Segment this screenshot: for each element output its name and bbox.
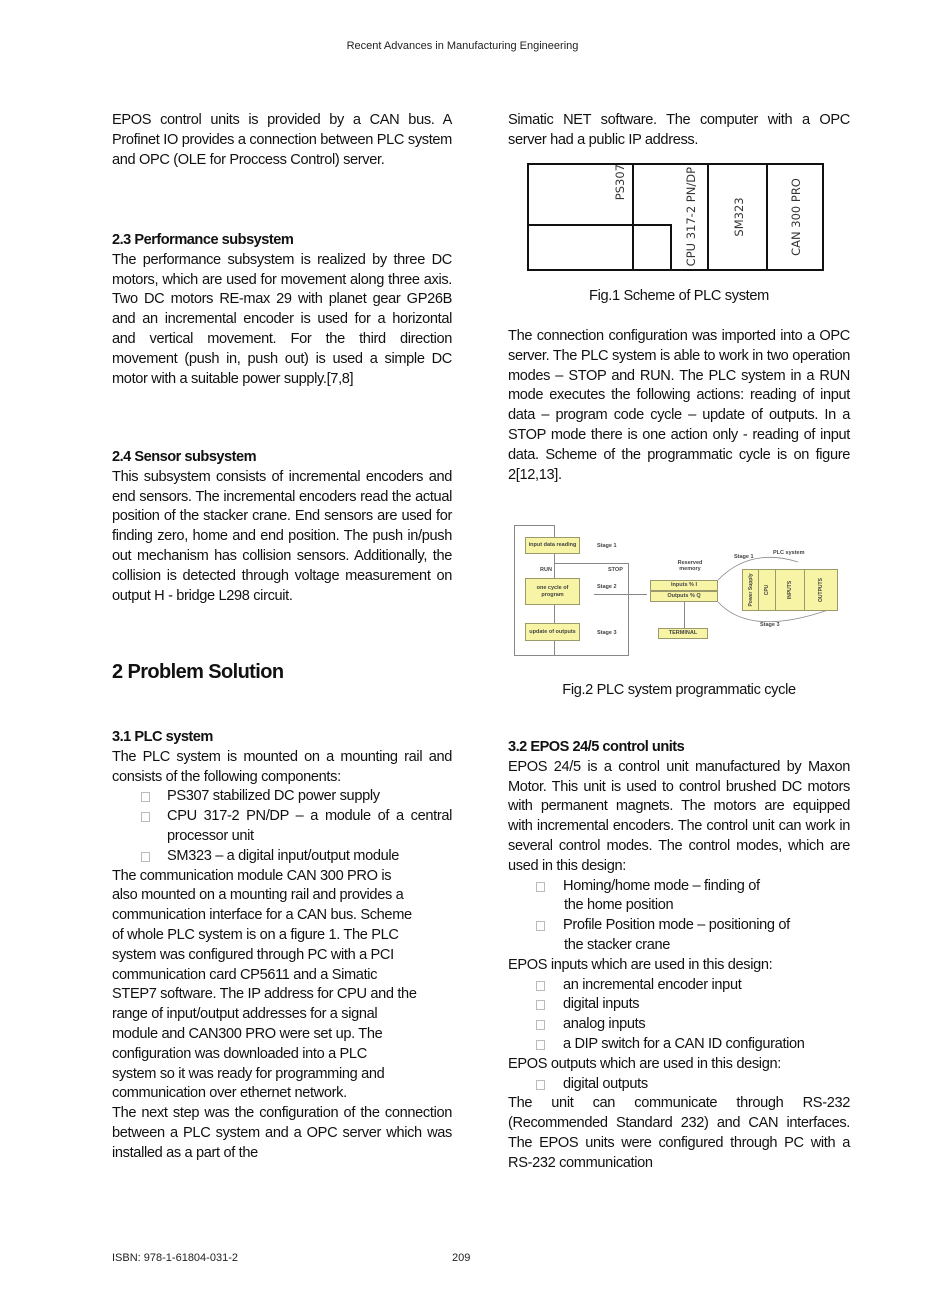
connection-paragraph-block [508, 327, 850, 485]
module-label-cpu: CPU 317-2 PN/DP [684, 167, 698, 267]
label-reserved-memory: Reserved memory [677, 560, 703, 572]
divider [758, 570, 759, 610]
label-run: RUN [540, 567, 552, 573]
divider [529, 224, 672, 226]
bullet-box-icon [141, 812, 150, 822]
box-inputs-memory: Inputs % I [650, 580, 718, 591]
intro-paragraph: EPOS control units is provided by a CAN bus. A Profinet IO provides a connection between PLC system and OPC (OLE for Proccess Control) server. [112, 112, 452, 168]
box-program-cycle: one cycle of program [525, 578, 580, 605]
outputs-intro: EPOS outputs which are used in this design: [508, 1055, 781, 1072]
section-heading-2: 2 Problem Solution [112, 661, 284, 683]
section-2-4 [112, 448, 452, 606]
figure-2-programmatic-cycle [510, 522, 850, 662]
text-line: also mounted on a mounting rail and provides a [112, 887, 404, 904]
text-line: STEP7 software. The IP address for CPU and the [112, 986, 417, 1003]
label-arc-stage-3: Stage 3 [760, 622, 780, 628]
label-stage-3: Stage 3 [597, 630, 617, 636]
list-item: SM323 – a digital input/output module [112, 847, 452, 867]
divider [766, 165, 768, 269]
divider [804, 570, 805, 610]
text-line: system so it was ready for programming and [112, 1065, 385, 1082]
continuation-paragraph-block [508, 111, 850, 151]
plc-module-outputs: OUTPUTS [818, 578, 824, 602]
text-line: communication card CP5611 and a Simatic [112, 966, 378, 983]
inputs-intro: EPOS inputs which are used in this design: [508, 956, 773, 973]
section-heading-3-2: 3.2 EPOS 24/5 control units [508, 739, 685, 755]
section-3-2 [508, 738, 850, 1174]
page-number: 209 [452, 1252, 471, 1264]
box-input-reading: input data reading [525, 537, 580, 554]
list-item: analog inputs [508, 1015, 850, 1035]
section-heading-2-3: 2.3 Performance subsystem [112, 232, 294, 248]
module-label-ps307: PS307 [613, 164, 627, 201]
box-outputs-memory: Outputs % Q [650, 591, 718, 602]
text-line: communication over ethernet network. [112, 1085, 347, 1102]
label-plc-system: PLC system [773, 550, 805, 556]
connection-paragraph: The connection configuration was imported into a OPC server. The PLC system is able to work in two operation modes – STOP and RUN. The PLC system in a RUN mode executes the following actions: reading of input data – program code cycle – update of outputs. In a STOP mode there is one action only - reading of input data. Scheme of the programmatic cycle is on figure 2[12,13]. [508, 328, 850, 483]
module-label-can300: CAN 300 PRO [789, 178, 803, 256]
bullet-box-icon [536, 921, 545, 931]
running-header: Recent Advances in Manufacturing Engineering [346, 40, 579, 52]
text-line: system was configured through PC with a PCI [112, 946, 394, 963]
divider [707, 165, 709, 269]
label-arc-stage-1: Stage 1 [734, 554, 754, 560]
label-stop: STOP [608, 567, 623, 573]
section-3-1-body [112, 867, 452, 1105]
module-label-sm323: SM323 [732, 197, 746, 237]
box-terminal: TERMINAL [658, 628, 708, 639]
list-item: CPU 317-2 PN/DP – a module of a central processor unit [112, 807, 452, 847]
list-item: Profile Position mode – positioning of [508, 916, 850, 936]
bullet-box-icon [536, 1040, 545, 1050]
plc-module-power-supply: Power Supply [748, 573, 754, 607]
text-line: module and CAN300 PRO were set up. The [112, 1025, 383, 1042]
text-line: configuration was downloaded into a PLC [112, 1045, 367, 1062]
bullet-box-icon [536, 1080, 545, 1090]
bullet-box-icon [536, 1020, 545, 1030]
list-item-continuation: the stacker crane [564, 936, 670, 953]
text-line: communication interface for a CAN bus. Scheme [112, 907, 412, 924]
list-item-continuation: the home position [564, 897, 674, 914]
next-step-paragraph: The next step was the configuration of the connection between a PLC system and a OPC server which was installed as a part of the [112, 1105, 452, 1161]
text-line: range of input/output addresses for a signal [112, 1006, 378, 1023]
text-line: The communication module CAN 300 PRO is [112, 867, 392, 884]
figure-1-plc-scheme [527, 163, 824, 271]
figure-1-caption: Fig.1 Scheme of PLC system [589, 288, 769, 304]
divider [775, 570, 776, 610]
plc-module-inputs: INPUTS [787, 580, 793, 600]
section-3-1-intro: The PLC system is mounted on a mounting rail and consists of the following components: [112, 748, 452, 785]
list-item: digital inputs [508, 995, 850, 1015]
plc-module-cpu: CPU [764, 584, 770, 596]
bullet-box-icon [141, 792, 150, 802]
list-item: an incremental encoder input [508, 976, 850, 996]
plc-system-box [742, 569, 838, 611]
text-line: of whole PLC system is on a figure 1. The PLC [112, 926, 399, 943]
list-item: PS307 stabilized DC power supply [112, 787, 452, 807]
label-stage-1: Stage 1 [597, 543, 617, 549]
bullet-box-icon [536, 1000, 545, 1010]
section-3-1 [112, 728, 452, 1164]
closing-paragraph: The unit can communicate through RS-232 (Recommended Standard 232) and CAN interfaces. The EPOS units were configured through PC with a RS-232 communication [508, 1095, 850, 1171]
section-2 [112, 663, 452, 683]
box-update-outputs: update of outputs [525, 623, 580, 641]
section-2-3-body: The performance subsystem is realized by three DC motors, which are used for movement along three axis. Two DC motors RE-max 29 with planet gear GP26B and an incremental encoder is used for a horizontal and vertical movement. For the third direction movement (push in, push out) is used a simple DC motor with a suitable power supply.[7,8] [112, 251, 452, 387]
intro-paragraph-block [112, 111, 452, 170]
section-2-3 [112, 231, 452, 389]
section-heading-2-4: 2.4 Sensor subsystem [112, 449, 257, 465]
list-item: digital outputs [508, 1075, 850, 1095]
figure-2-caption: Fig.2 PLC system programmatic cycle [562, 682, 796, 698]
bullet-box-icon [536, 981, 545, 991]
footer-isbn: ISBN: 978-1-61804-031-2 [112, 1252, 238, 1264]
label-stage-2: Stage 2 [597, 584, 617, 590]
section-heading-3-1: 3.1 PLC system [112, 729, 213, 745]
section-2-4-body: This subsystem consists of incremental encoders and end sensors. The incremental encoders read the actual position of the stacker crane. End sensors are used for finding zero, home and end position. The push in/push out mechanism has collision sensors. Additionally, the collision is detected through voltage measurement on output H - bridge L298 circuit. [112, 468, 452, 604]
section-3-2-body: EPOS 24/5 is a control unit manufactured by Maxon Motor. This unit is used to control brushed DC motors with permanent magnets. The motors are equipped with incremental encoders. The control unit can work in several control modes. The control modes, which are used in this design: [508, 758, 850, 874]
list-item: Homing/home mode – finding of [508, 877, 850, 897]
list-item: a DIP switch for a CAN ID configuration [508, 1035, 850, 1055]
bullet-box-icon [536, 882, 545, 892]
divider [632, 165, 634, 269]
divider [670, 224, 672, 269]
bullet-box-icon [141, 852, 150, 862]
continuation-paragraph: Simatic NET software. The computer with a OPC server had a public IP address. [508, 112, 850, 148]
